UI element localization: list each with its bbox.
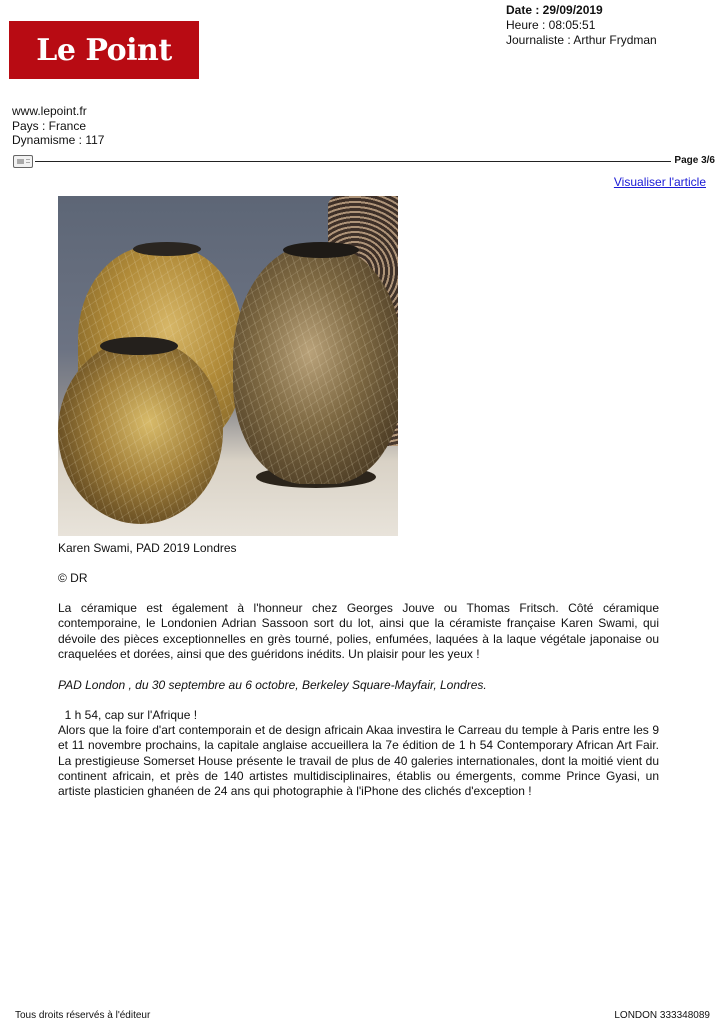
header-divider xyxy=(13,154,715,170)
document-icon xyxy=(13,155,33,168)
photo-credit: © DR xyxy=(58,571,88,585)
source-metadata xyxy=(12,104,104,148)
journalist: Journaliste : Arthur Frydman xyxy=(506,33,657,47)
site-url: www.lepoint.fr xyxy=(12,104,87,118)
tall-vase-opening xyxy=(283,242,359,258)
divider-line xyxy=(35,161,671,162)
page-number: Page 3/6 xyxy=(674,155,715,166)
view-article-link[interactable]: Visualiser l'article xyxy=(613,175,706,189)
date: Date : 29/09/2019 xyxy=(506,3,603,17)
rights-notice: Tous droits réservés à l'éditeur xyxy=(15,1010,151,1021)
back-vase-opening xyxy=(133,242,201,256)
section-subheading: 1 h 54, cap sur l'Afrique ! xyxy=(58,708,198,722)
event-info: PAD London , du 30 septembre au 6 octobre, Berkeley Square-Mayfair, Londres. xyxy=(58,678,487,692)
round-vase-opening xyxy=(100,337,178,355)
article-metadata xyxy=(506,3,657,48)
article-photo xyxy=(58,196,398,536)
le-point-logo xyxy=(9,21,199,79)
logo-text: Le Point xyxy=(36,32,172,68)
dynamism: Dynamisme : 117 xyxy=(12,133,105,147)
round-vase xyxy=(58,339,223,524)
article-paragraph: Alors que la foire d'art contemporain et de design africain Akaa investira le Carreau du temple à Paris entre les 9 et 11 novembre prochains, la capitale anglaise accueillera la 7e édition de 1 h 54 Contemporary African Art Fair. La prestigieuse Somerset House présente le travail de plus de 40 galeries internationales, dont la moitié vient du continent africain, et près de 140 artistes multidisciplinaires, établis ou émergents, comme Prince Gyasi, un artiste plasticien ghanéen de 24 ans qui photographie à l'iPhone des clichés d'exception ! xyxy=(58,723,659,799)
document-reference: LONDON 333348089 xyxy=(614,1010,710,1021)
photo-caption: Karen Swami, PAD 2019 Londres xyxy=(58,541,237,555)
tall-vase xyxy=(233,244,398,484)
time: Heure : 08:05:51 xyxy=(506,18,596,32)
country: Pays : France xyxy=(12,118,87,133)
article-paragraph: La céramique est également à l'honneur chez Georges Jouve ou Thomas Fritsch. Côté céramique contemporaine, le Londonien Adrian Sassoon sort du lot, ainsi que la céramiste française Karen Swami, qui dévoile des pièces exceptionnelles en grès tourné, polies, enfumées, laquées à la laque végétale japonaise ou craquelées et dorées, ainsi que des guéridons inédits. Un plaisir pour les yeux ! xyxy=(58,601,659,661)
